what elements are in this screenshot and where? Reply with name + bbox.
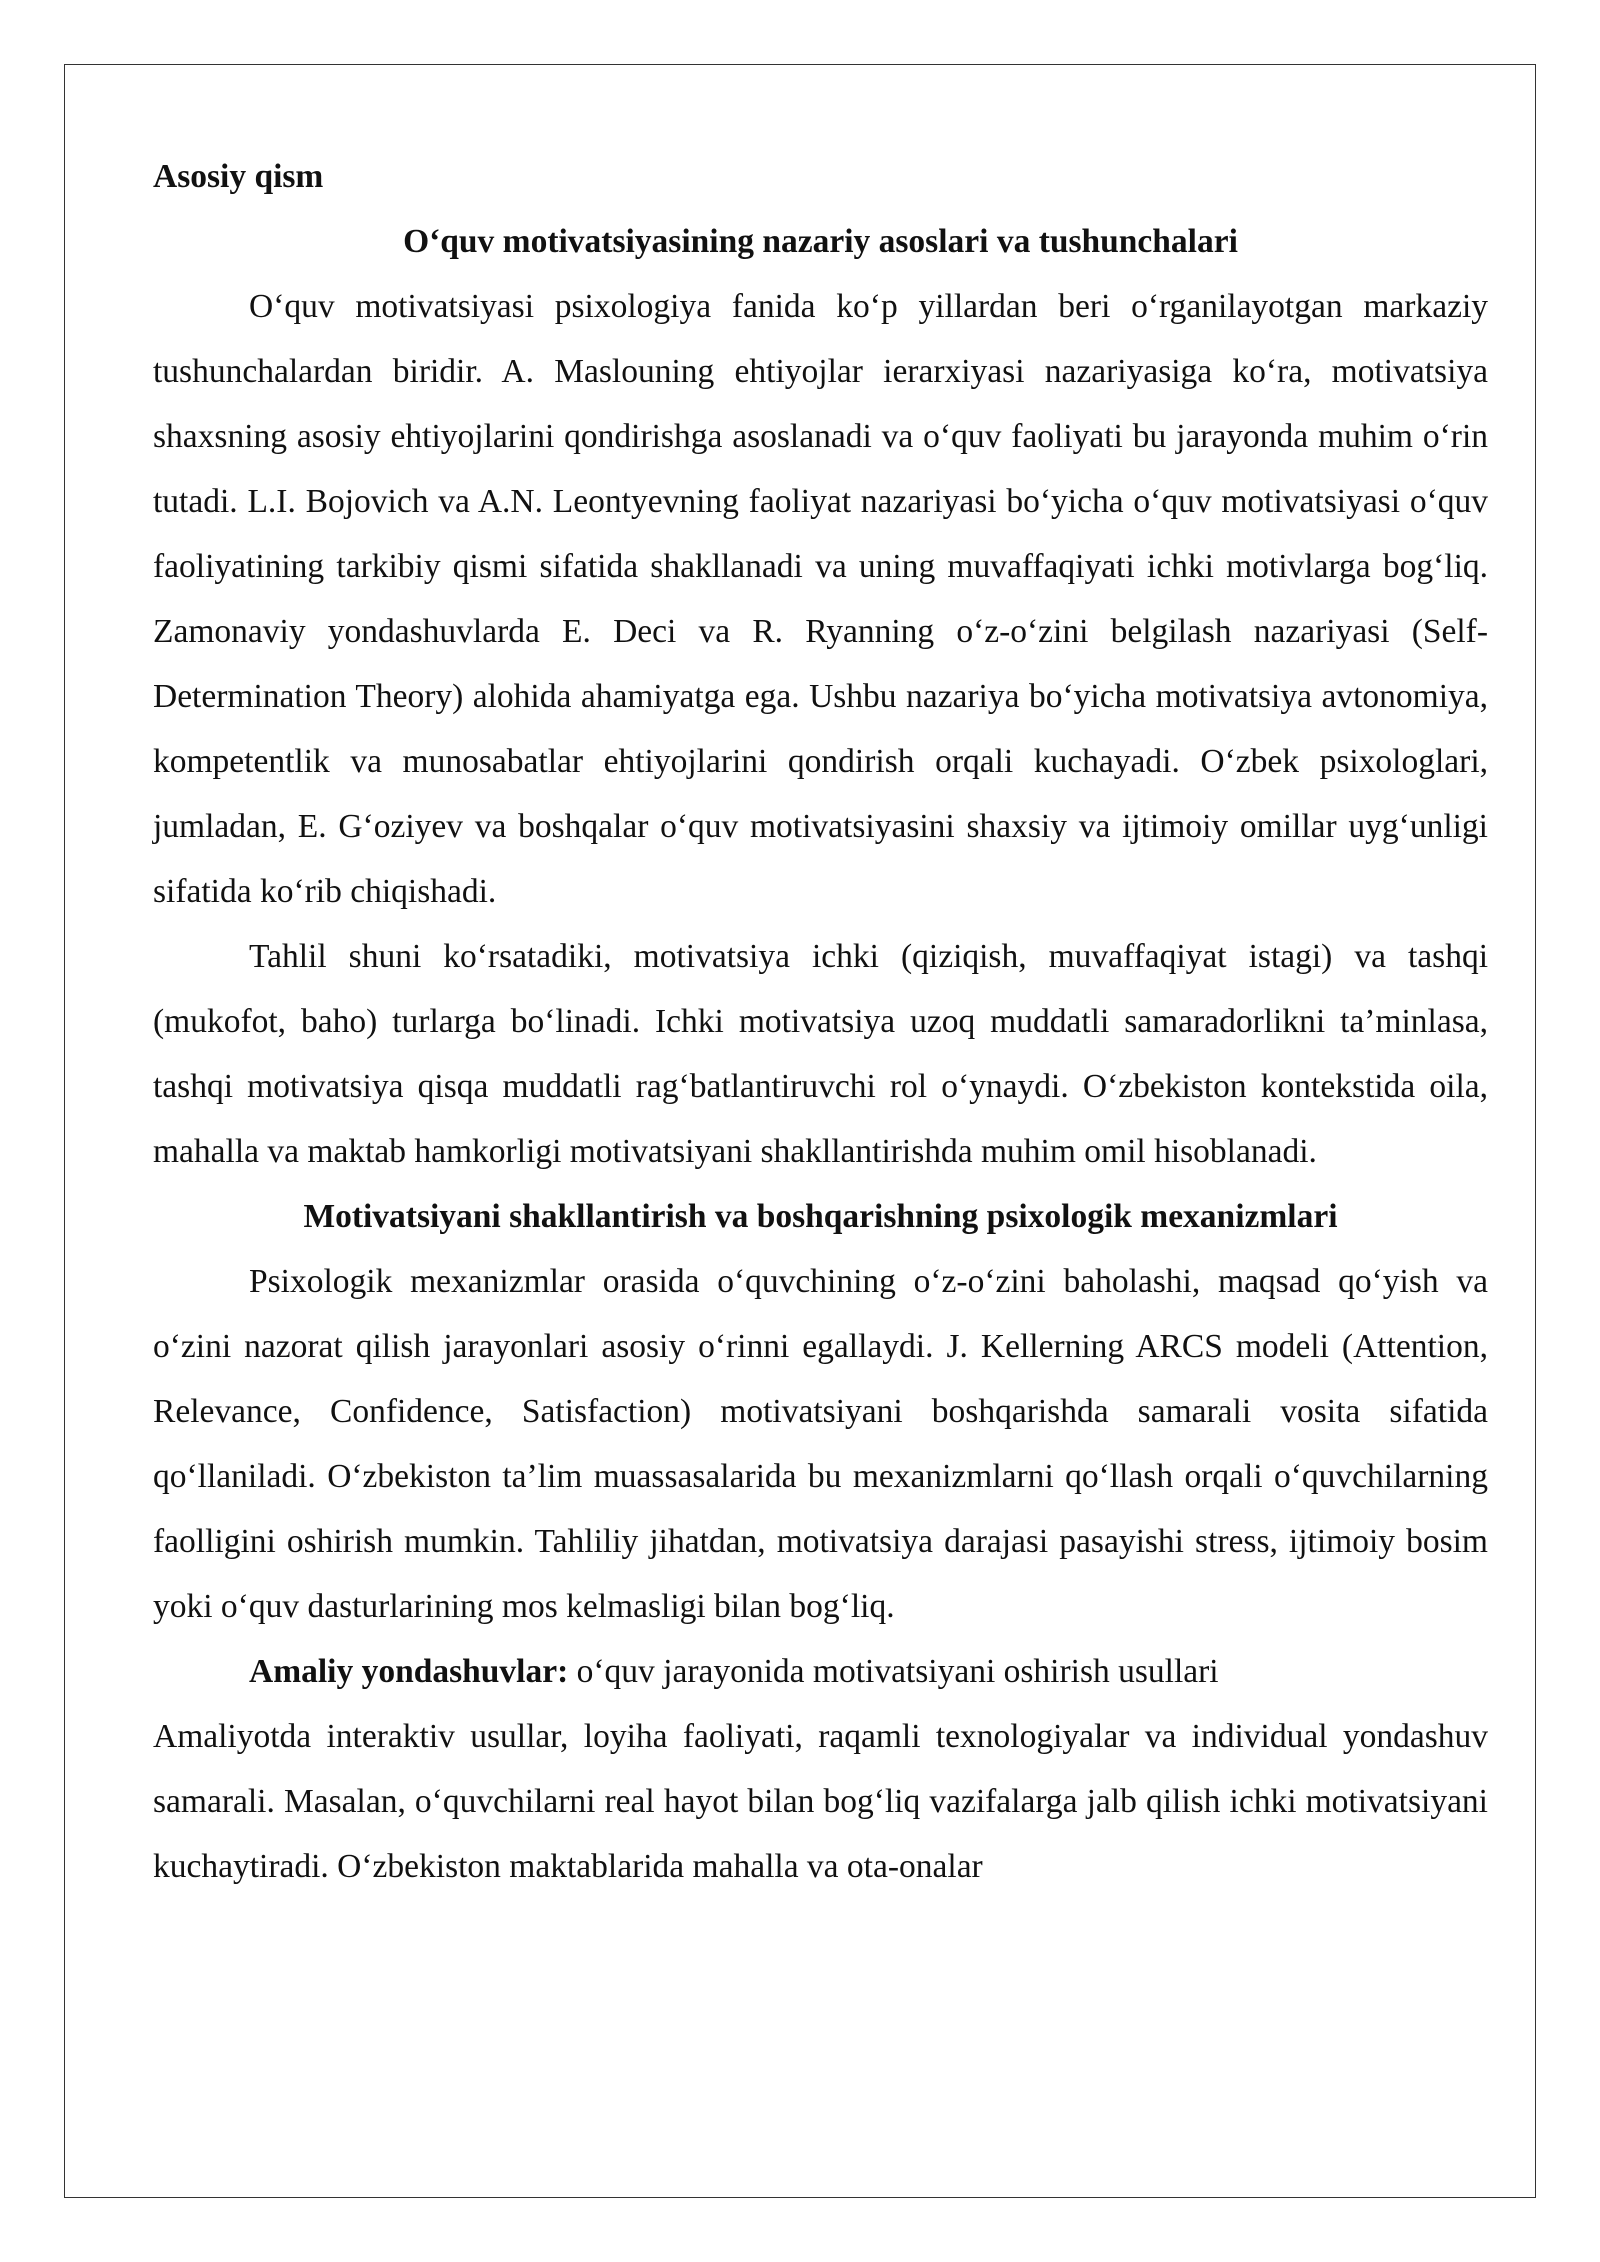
document-body [153,144,1488,1899]
section-label: Asosiy qism [153,158,324,195]
heading-practical-approaches [153,1639,1488,1704]
heading-theoretical-foundations: O‘quv motivatsiyasining nazariy asoslari va tushunchalari [403,223,1238,260]
paragraph-2: Tahlil shuni ko‘rsatadiki, motivatsiya ichki (qiziqish, muvaffaqiyat istagi) va tashqi (mukofot, baho) turlarga bo‘linadi. Ichki motivatsiya uzoq muddatli samaradorlikni ta’minlasa, tashqi motivatsiya qisqa muddatli rag‘batlantiruvchi rol o‘ynaydi. O‘zbekiston kontekstida oila, mahalla va maktab hamkorligi motivatsiyani shakllantirishda muhim omil hisoblanadi. [153,938,1488,1170]
paragraph-4: Amaliyotda interaktiv usullar, loyiha faoliyati, raqamli texnologiyalar va individual yondashuv samarali. Masalan, o‘quvchilarni real hayot bilan bog‘liq vazifalarga jalb qilish ichki motivatsiyani kuchaytiradi. O‘zbekiston maktablarida mahalla va ota-onalar [153,1718,1488,1885]
paragraph-1: O‘quv motivatsiyasi psixologiya fanida ko‘p yillardan beri o‘rganilayotgan markaziy tushunchalardan biridir. A. Maslouning ehtiyojlar ierarxiyasi nazariyasiga ko‘ra, motivatsiya shaxsning asosiy ehtiyojlarini qondirishga asoslanadi va o‘quv faoliyati bu jarayonda muhim o‘rin tutadi. L.I. Bojovich va A.N. Leontyevning faoliyat nazariyasi bo‘yicha o‘quv motivatsiyasi o‘quv faoliyatining tarkibiy qismi sifatida shakllanadi va uning muvaffaqiyati ichki motivlarga bog‘liq. Zamonaviy yondashuvlarda E. Deci va R. Ryanning o‘z-o‘zini belgilash nazariyasi (Self-Determination Theory) alohida ahamiyatga ega. Ushbu nazariya bo‘yicha motivatsiya avtonomiya, kompetentlik va munosabatlar ehtiyojlarini qondirish orqali kuchayadi. O‘zbek psixologlari, jumladan, E. G‘oziyev va boshqalar o‘quv motivatsiyasini shaxsiy va ijtimoiy omillar uyg‘unligi sifatida ko‘rib chiqishadi. [153,288,1488,910]
heading-psychological-mechanisms: Motivatsiyani shakllantirish va boshqarishning psixologik mexanizmlari [303,1198,1338,1235]
heading-practical-approaches-rest: o‘quv jarayonida motivatsiyani oshirish usullari [568,1653,1219,1690]
paragraph-3: Psixologik mexanizmlar orasida o‘quvchining o‘z-o‘zini baholashi, maqsad qo‘yish va o‘zini nazorat qilish jarayonlari asosiy o‘rinni egallaydi. J. Kellerning ARCS modeli (Attention, Relevance, Confidence, Satisfaction) motivatsiyani boshqarishda samarali vosita sifatida qo‘llaniladi. O‘zbekiston ta’lim muassasalarida bu mexanizmlarni qo‘llash orqali o‘quvchilarning faolligini oshirish mumkin. Tahliliy jihatdan, motivatsiya darajasi pasayishi stress, ijtimoiy bosim yoki o‘quv dasturlarining mos kelmasligi bilan bog‘liq. [153,1263,1488,1625]
heading-practical-approaches-bold: Amaliy yondashuvlar: [249,1653,569,1690]
